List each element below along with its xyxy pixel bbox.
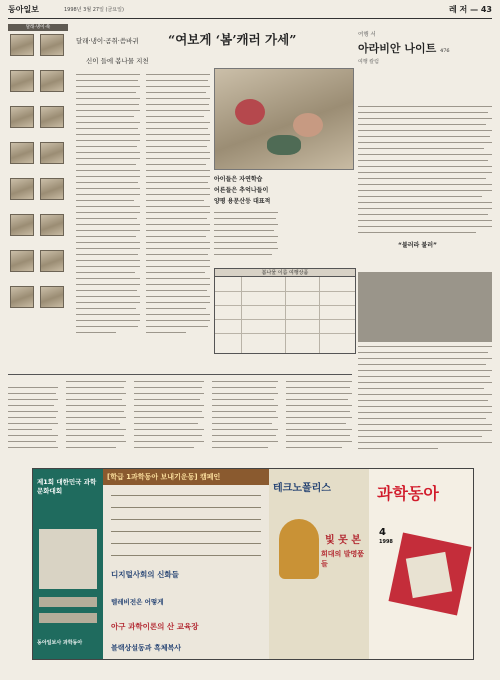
column-kicker: 여행 서 — [358, 32, 376, 38]
golden-mask-image — [279, 519, 319, 579]
section-page: 레 저 — 43 — [449, 5, 492, 14]
ad-digital: 디지털사회의 신화들 — [111, 570, 179, 579]
science-magazine-ad — [32, 468, 474, 660]
magazine-title: 과학동아 — [377, 484, 439, 503]
ad-cups: 아구 과학이론의 산 교육장 — [111, 622, 199, 631]
plant-photo — [10, 34, 34, 56]
plant-photo — [40, 34, 64, 56]
plant-photo — [40, 70, 64, 92]
plant-photo-column — [8, 24, 68, 364]
ad-left-banner — [33, 469, 103, 659]
plant-photo — [40, 178, 64, 200]
ad-campaign-header — [103, 469, 269, 485]
magazine-issue: 4 — [379, 527, 386, 538]
box-title-2: 어른들은 추억나들이 — [214, 187, 269, 194]
person-figure — [293, 113, 323, 137]
article-headline: “여보게 ‘봄’캐러 가세” — [168, 32, 297, 47]
ad-gold-title: 빛 못 본 — [325, 535, 361, 546]
ad-left-title: 제1회 대한민국 과학문화대회 — [37, 478, 97, 495]
newspaper-name: 동아일보 — [8, 5, 39, 14]
arabian-body — [358, 106, 492, 266]
ad-gold-subtitle: 희대의 발명품들 — [321, 550, 365, 568]
plant-photo — [10, 70, 34, 92]
ad-techno-title: 테크노폴리스 — [273, 483, 331, 494]
column-label: 달래·냉이·쑥 — [8, 24, 68, 31]
plant-photo — [40, 214, 64, 236]
box-title-3: 양평 용문산등 대표적 — [214, 198, 271, 205]
arabian-title: 아라비안 나이트 — [358, 42, 437, 55]
main-photo-women-gathering-greens — [214, 68, 354, 170]
ad-left-logo — [39, 613, 97, 623]
tour-table — [214, 268, 356, 354]
plant-photo — [10, 142, 34, 164]
ad-article-list — [103, 469, 269, 659]
magazine-year: 1998 — [379, 539, 393, 545]
page-header — [8, 4, 492, 19]
cover-art — [406, 552, 452, 598]
plant-photo — [40, 106, 64, 128]
box-title-1: 아이들은 자연학습 — [214, 176, 263, 183]
date-line: 1998년 3월 27일 (금요일) — [64, 7, 124, 13]
column-number: 476 — [440, 48, 450, 54]
ad-tv: 텔레비전은 어떻게 — [111, 598, 164, 606]
column-quote: “불러라 불러” — [398, 242, 437, 249]
plant-photo — [40, 142, 64, 164]
ad-feature — [269, 469, 369, 659]
article-subhead: 신이 들에 봄나물 지천 — [86, 57, 149, 65]
person-figure — [267, 135, 301, 155]
arabian-body-2 — [358, 346, 492, 456]
plant-photo — [10, 214, 34, 236]
column-byline: 여행 칼럼 — [358, 59, 379, 65]
ad-left-image — [39, 529, 97, 589]
article-head — [76, 30, 308, 70]
ad-left-logo — [39, 597, 97, 607]
plant-photo — [10, 250, 34, 272]
table-caption: 봄나물 이름 여행상품 — [215, 269, 355, 277]
plant-photo — [10, 106, 34, 128]
article-body-col-2 — [146, 74, 210, 342]
info-box — [214, 174, 352, 208]
listings-block — [8, 374, 352, 459]
plant-photo — [40, 286, 64, 308]
person-figure — [235, 99, 265, 125]
ad-bottom-line: 블랙상설동과 흑체복사 — [111, 644, 182, 652]
magazine-cover — [369, 469, 473, 659]
ad-footer: 동아일보사 과학동아 — [37, 640, 83, 646]
column-title — [358, 40, 492, 56]
section-name: 레 저 — [449, 5, 468, 14]
plant-photo — [10, 178, 34, 200]
article-body-col-3 — [214, 212, 278, 264]
plant-photo — [10, 286, 34, 308]
article-tag: 달래·냉이·곰취·씀바귀 — [76, 37, 139, 45]
plant-photo — [40, 250, 64, 272]
arabian-illustration — [358, 272, 492, 342]
ad-campaign-title: [학급 1과학동아 보내기운동] 캠페인 — [107, 473, 221, 481]
arabian-nights-head — [358, 30, 492, 104]
page-number: 43 — [480, 5, 492, 14]
article-body-col-1 — [76, 74, 140, 342]
